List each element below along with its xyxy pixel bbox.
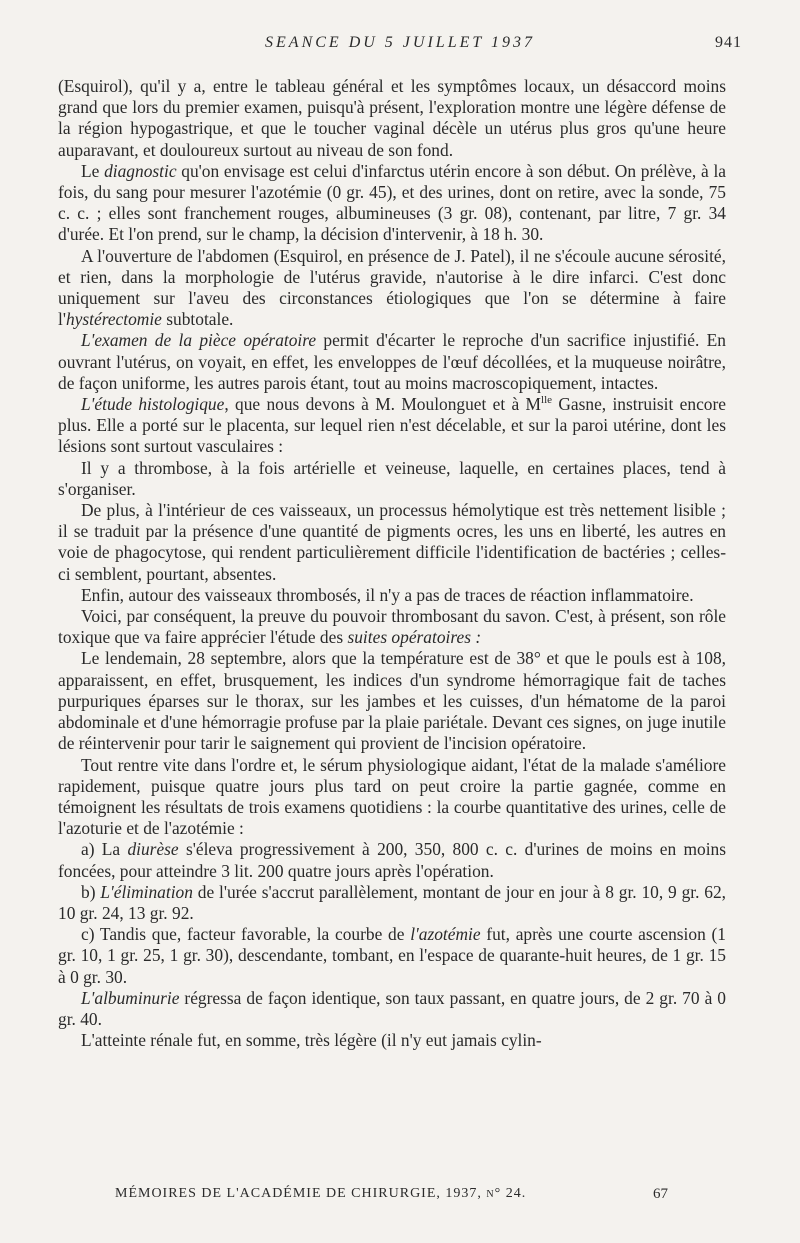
paragraph: A l'ouverture de l'abdomen (Esquirol, en présence de J. Patel), il ne s'écoule aucune sérosité, et rien, dans la morphologie de l'utérus gravide, n'autorise à le dire infarci. C'est donc uniquement sur l'aveu des circonstances étiologiques que l'on se détermine à faire l'hystérectomie subtotale. <box>58 245 726 330</box>
page-header <box>58 34 742 58</box>
emphasis: suites opératoires : <box>347 627 482 648</box>
emphasis: L'examen de la pièce opératoire <box>81 330 317 351</box>
list-item: a) La diurèse s'éleva progressivement à 200, 350, 800 c. c. d'urines de moins en moins foncées, pour atteindre 3 lit. 200 quatre jours après l'opération. <box>58 839 726 881</box>
emphasis: L'étude histologique <box>81 394 225 415</box>
paragraph: Enfin, autour des vaisseaux thrombosés, il n'y a pas de traces de réaction inflammatoire. <box>81 584 694 605</box>
paragraph: L'étude histologique, que nous devons à M. Moulonguet et à $M^{lle}$ Gasne, instruisit encore plus. Elle a porté sur le placenta, sur lequel rien n'est décelable, et sur la paroi utérine, dont les lésions sont surtout vasculaires : <box>58 394 726 457</box>
running-title: SEANCE DU 5 JUILLET 1937 <box>265 34 535 51</box>
paragraph: Le lendemain, 28 septembre, alors que la température est de 38° et que le pouls est à 108, apparaissent, en effet, brusquement, les indices d'un syndrome hémorragique fait de taches purpuriques éparses sur le thorax, sur les jambes et les cuisses, d'un hématome de la paroi abdominale et d'une hémorragie profuse par la plaie pariétale. Devant ces signes, on juge inutile de réintervenir pour tarir le saignement qui provient de l'incision opératoire. <box>58 648 726 754</box>
paragraph: Tout rentre vite dans l'ordre et, le sérum physiologique aidant, l'état de la malade s'améliore rapidement, puisque quatre jours plus tard on peut croire la partie gagnée, comme en témoignent les résultats de trois examens quotidiens : la courbe quantitative des urines, celle de l'azoturie et de l'azotémie : <box>58 754 726 839</box>
emphasis: hystérectomie <box>65 309 162 330</box>
emphasis: diagnostic <box>104 160 177 181</box>
journal-citation: MÉMOIRES DE L'ACADÉMIE DE CHIRURGIE, 1937, n° 24. <box>115 1186 527 1201</box>
list-item: c) Tandis que, facteur favorable, la courbe de l'azotémie fut, après une courte ascension (1 gr. 10, 1 gr. 25, 1 gr. 30), descendante, tombant, en l'espace de quarante-huit heures, de 1 gr. 15 à 0 gr. 30. <box>58 924 726 987</box>
emphasis: L'albuminurie <box>81 987 180 1008</box>
paragraph: Le diagnostic qu'on envisage est celui d'infarctus utérin encore à son début. On prélève, à la fois, du sang pour mesurer l'azotémie (0 gr. 45), et des urines, dont on retire, avec la sonde, 75 c. c. ; elles sont franchement rouges, albumineuses (3 gr. 08), contenant, par litre, 7 gr. 34 d'urée. Et l'on prend, sur le champ, la décision d'intervenir, à 18 h. 30. <box>58 160 726 245</box>
paragraph: L'atteinte rénale fut, en somme, très légère (il n'y eut jamais cylin- <box>81 1030 542 1051</box>
emphasis: L'élimination <box>100 881 193 902</box>
paragraph: L'albuminurie régressa de façon identique, son taux passant, en quatre jours, de 2 gr. 70 à 0 gr. 40. <box>58 987 726 1029</box>
paragraph: L'examen de la pièce opératoire permit d'écarter le reproche d'un sacrifice injustifié. En ouvrant l'utérus, on voyait, en effet, les enveloppes de l'œuf décollées, et la muqueuse noirâtre, de façon uniforme, les autres parois étant, tout au moins macroscopiquement, intactes. <box>58 330 726 393</box>
paragraph: Voici, par conséquent, la preuve du pouvoir thrombosant du savon. C'est, à présent, son rôle toxique que va faire apprécier l'étude des suites opératoires : <box>58 606 726 648</box>
paragraph: Il y a thrombose, à la fois artérielle et veineuse, laquelle, en certaines places, tend à s'organiser. <box>58 457 726 499</box>
paragraph: (Esquirol), qu'il y a, entre le tableau général et les symptômes locaux, un désaccord moins grand que lors du premier examen, puisqu'à présent, l'exploration montre une légère défense de la région hypogastrique, et que le toucher vaginal décèle un utérus plus gros qu'une heure auparavant, et douloureux surtout au niveau de son fond. <box>58 76 726 160</box>
page-number: 941 <box>715 34 742 51</box>
page-footer <box>115 1186 742 1202</box>
body-text <box>58 76 726 1051</box>
paragraph: De plus, à l'intérieur de ces vaisseaux, un processus hémolytique est très nettement lisible ; il se traduit par la présence d'une quantité de pigments ocres, les uns en liberté, les autres en voie de phagocytose, qui rendent particulièrement difficile l'identification de bactéries ; celles-ci semblent, pourtant, absentes. <box>58 500 726 584</box>
list-item: b) L'élimination de l'urée s'accrut parallèlement, montant de jour en jour à 8 gr. 10, 9 gr. 62, 10 gr. 24, 13 gr. 92. <box>58 881 727 923</box>
emphasis: diurèse <box>127 839 179 860</box>
emphasis: l'azotémie <box>410 924 481 945</box>
signature-mark: 67 <box>653 1186 668 1202</box>
